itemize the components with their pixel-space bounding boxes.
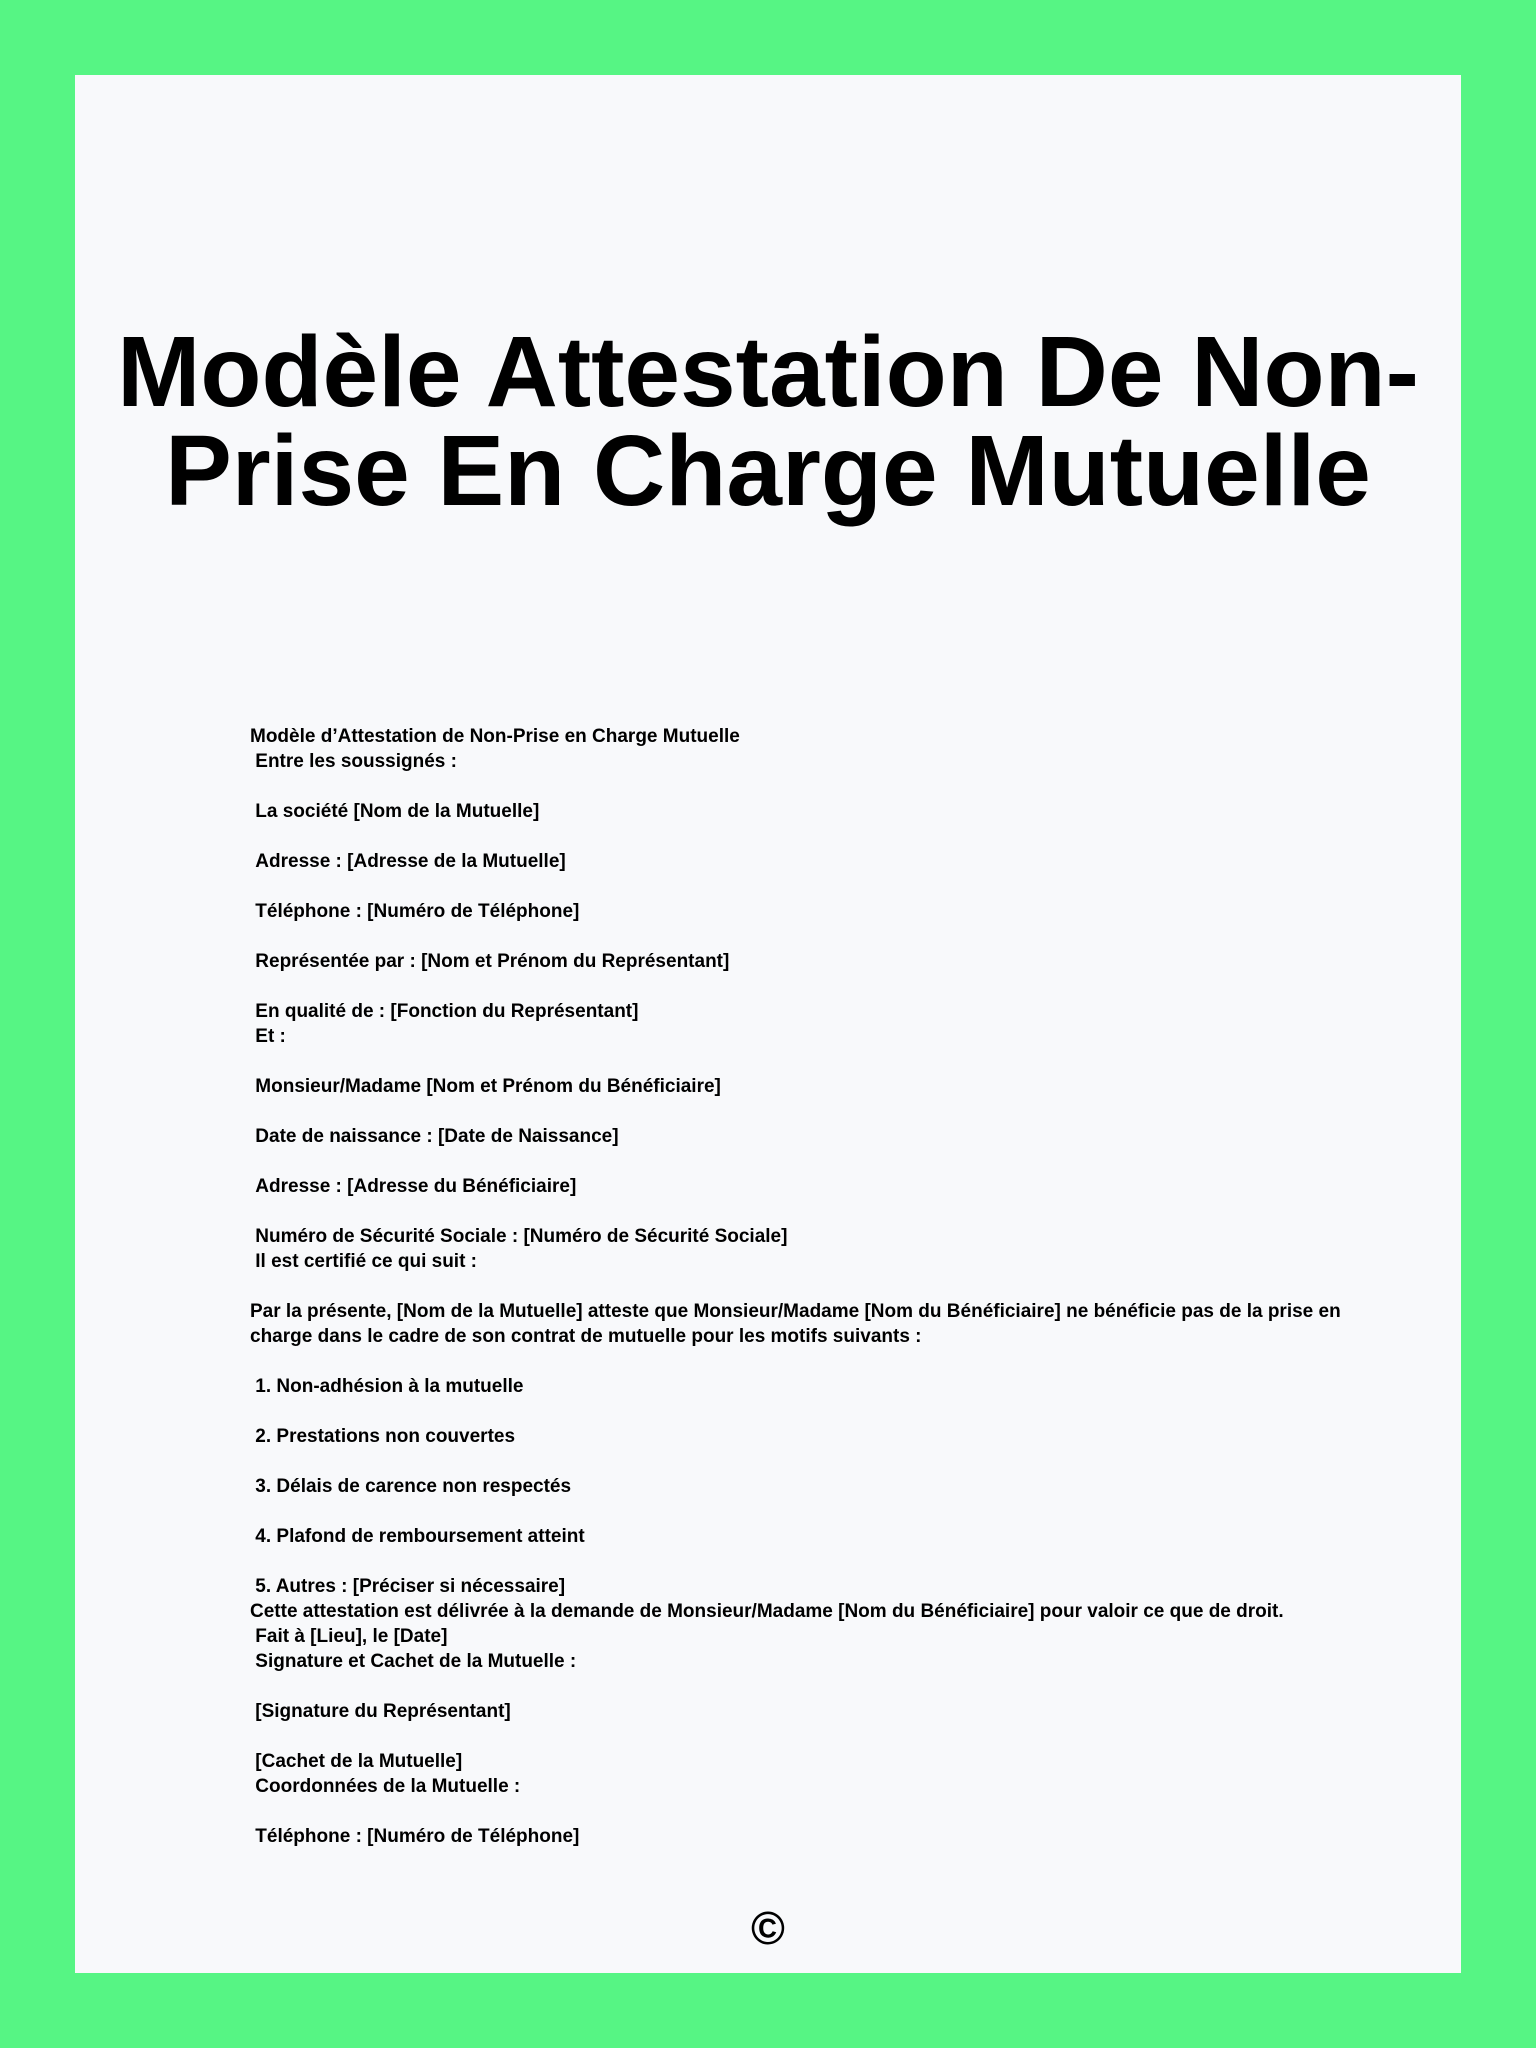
blank-line [250,1199,1360,1224]
blank-line [250,924,1360,949]
blank-line [250,1399,1360,1424]
document-line: Entre les soussignés : [250,751,457,772]
document-line: Coordonnées de la Mutuelle : [250,1776,521,1797]
blank-line [250,1274,1360,1299]
document-line: Monsieur/Madame [Nom et Prénom du Bénéficiaire] [250,1076,721,1097]
document-line: Il est certifié ce qui suit : [250,1251,478,1272]
blank-line [250,974,1360,999]
document-line: La société [Nom de la Mutuelle] [250,801,540,822]
document-line: Numéro de Sécurité Sociale : [Numéro de Sécurité Sociale] [250,1226,788,1247]
document-line: Date de naissance : [Date de Naissance] [250,1126,619,1147]
document-line: 2. Prestations non couvertes [250,1426,516,1447]
blank-line [250,824,1360,849]
document-body [250,724,1360,1849]
blank-line [250,1099,1360,1124]
document-line: Et : [250,1026,286,1047]
blank-line [250,774,1360,799]
document-line: Adresse : [Adresse de la Mutuelle] [250,851,566,872]
document-line: Fait à [Lieu], le [Date] [250,1626,448,1647]
document-line: Signature et Cachet de la Mutuelle : [250,1651,577,1672]
document-line: Par la présente, [Nom de la Mutuelle] atteste que Monsieur/Madame [Nom du Bénéficiaire] ne bénéficie pas de la prise en charge dans le cadre de son contrat de mutuelle pour les motifs suivants : [250,1301,1346,1347]
copyright-symbol: © [751,1902,785,1954]
blank-line [250,1674,1360,1699]
blank-line [250,1799,1360,1824]
blank-line [250,1499,1360,1524]
blank-line [250,1449,1360,1474]
blank-line [250,1549,1360,1574]
document-line: [Cachet de la Mutuelle] [250,1751,463,1772]
document-line: Cette attestation est délivrée à la demande de Monsieur/Madame [Nom du Bénéficiaire] pour valoir ce que de droit. [250,1601,1284,1622]
document-line: [Signature du Représentant] [250,1701,511,1722]
blank-line [250,1724,1360,1749]
blank-line [250,1149,1360,1174]
document-line: Adresse : [Adresse du Bénéficiaire] [250,1176,577,1197]
blank-line [250,1349,1360,1374]
document-line: 4. Plafond de remboursement atteint [250,1526,585,1547]
document-line: 1. Non-adhésion à la mutuelle [250,1376,524,1397]
document-line: Téléphone : [Numéro de Téléphone] [250,901,580,922]
document-page [75,75,1461,1973]
document-line: Téléphone : [Numéro de Téléphone] [250,1826,580,1847]
page-title: Modèle Attestation De Non-Prise En Charge Mutuelle [117,316,1419,527]
document-line: 5. Autres : [Préciser si nécessaire] [250,1576,566,1597]
blank-line [250,874,1360,899]
document-line: Représentée par : [Nom et Prénom du Représentant] [250,951,730,972]
document-line: Modèle d’Attestation de Non-Prise en Charge Mutuelle [250,726,740,747]
document-line: 3. Délais de carence non respectés [250,1476,572,1497]
document-line: En qualité de : [Fonction du Représentant] [250,1001,639,1022]
blank-line [250,1049,1360,1074]
